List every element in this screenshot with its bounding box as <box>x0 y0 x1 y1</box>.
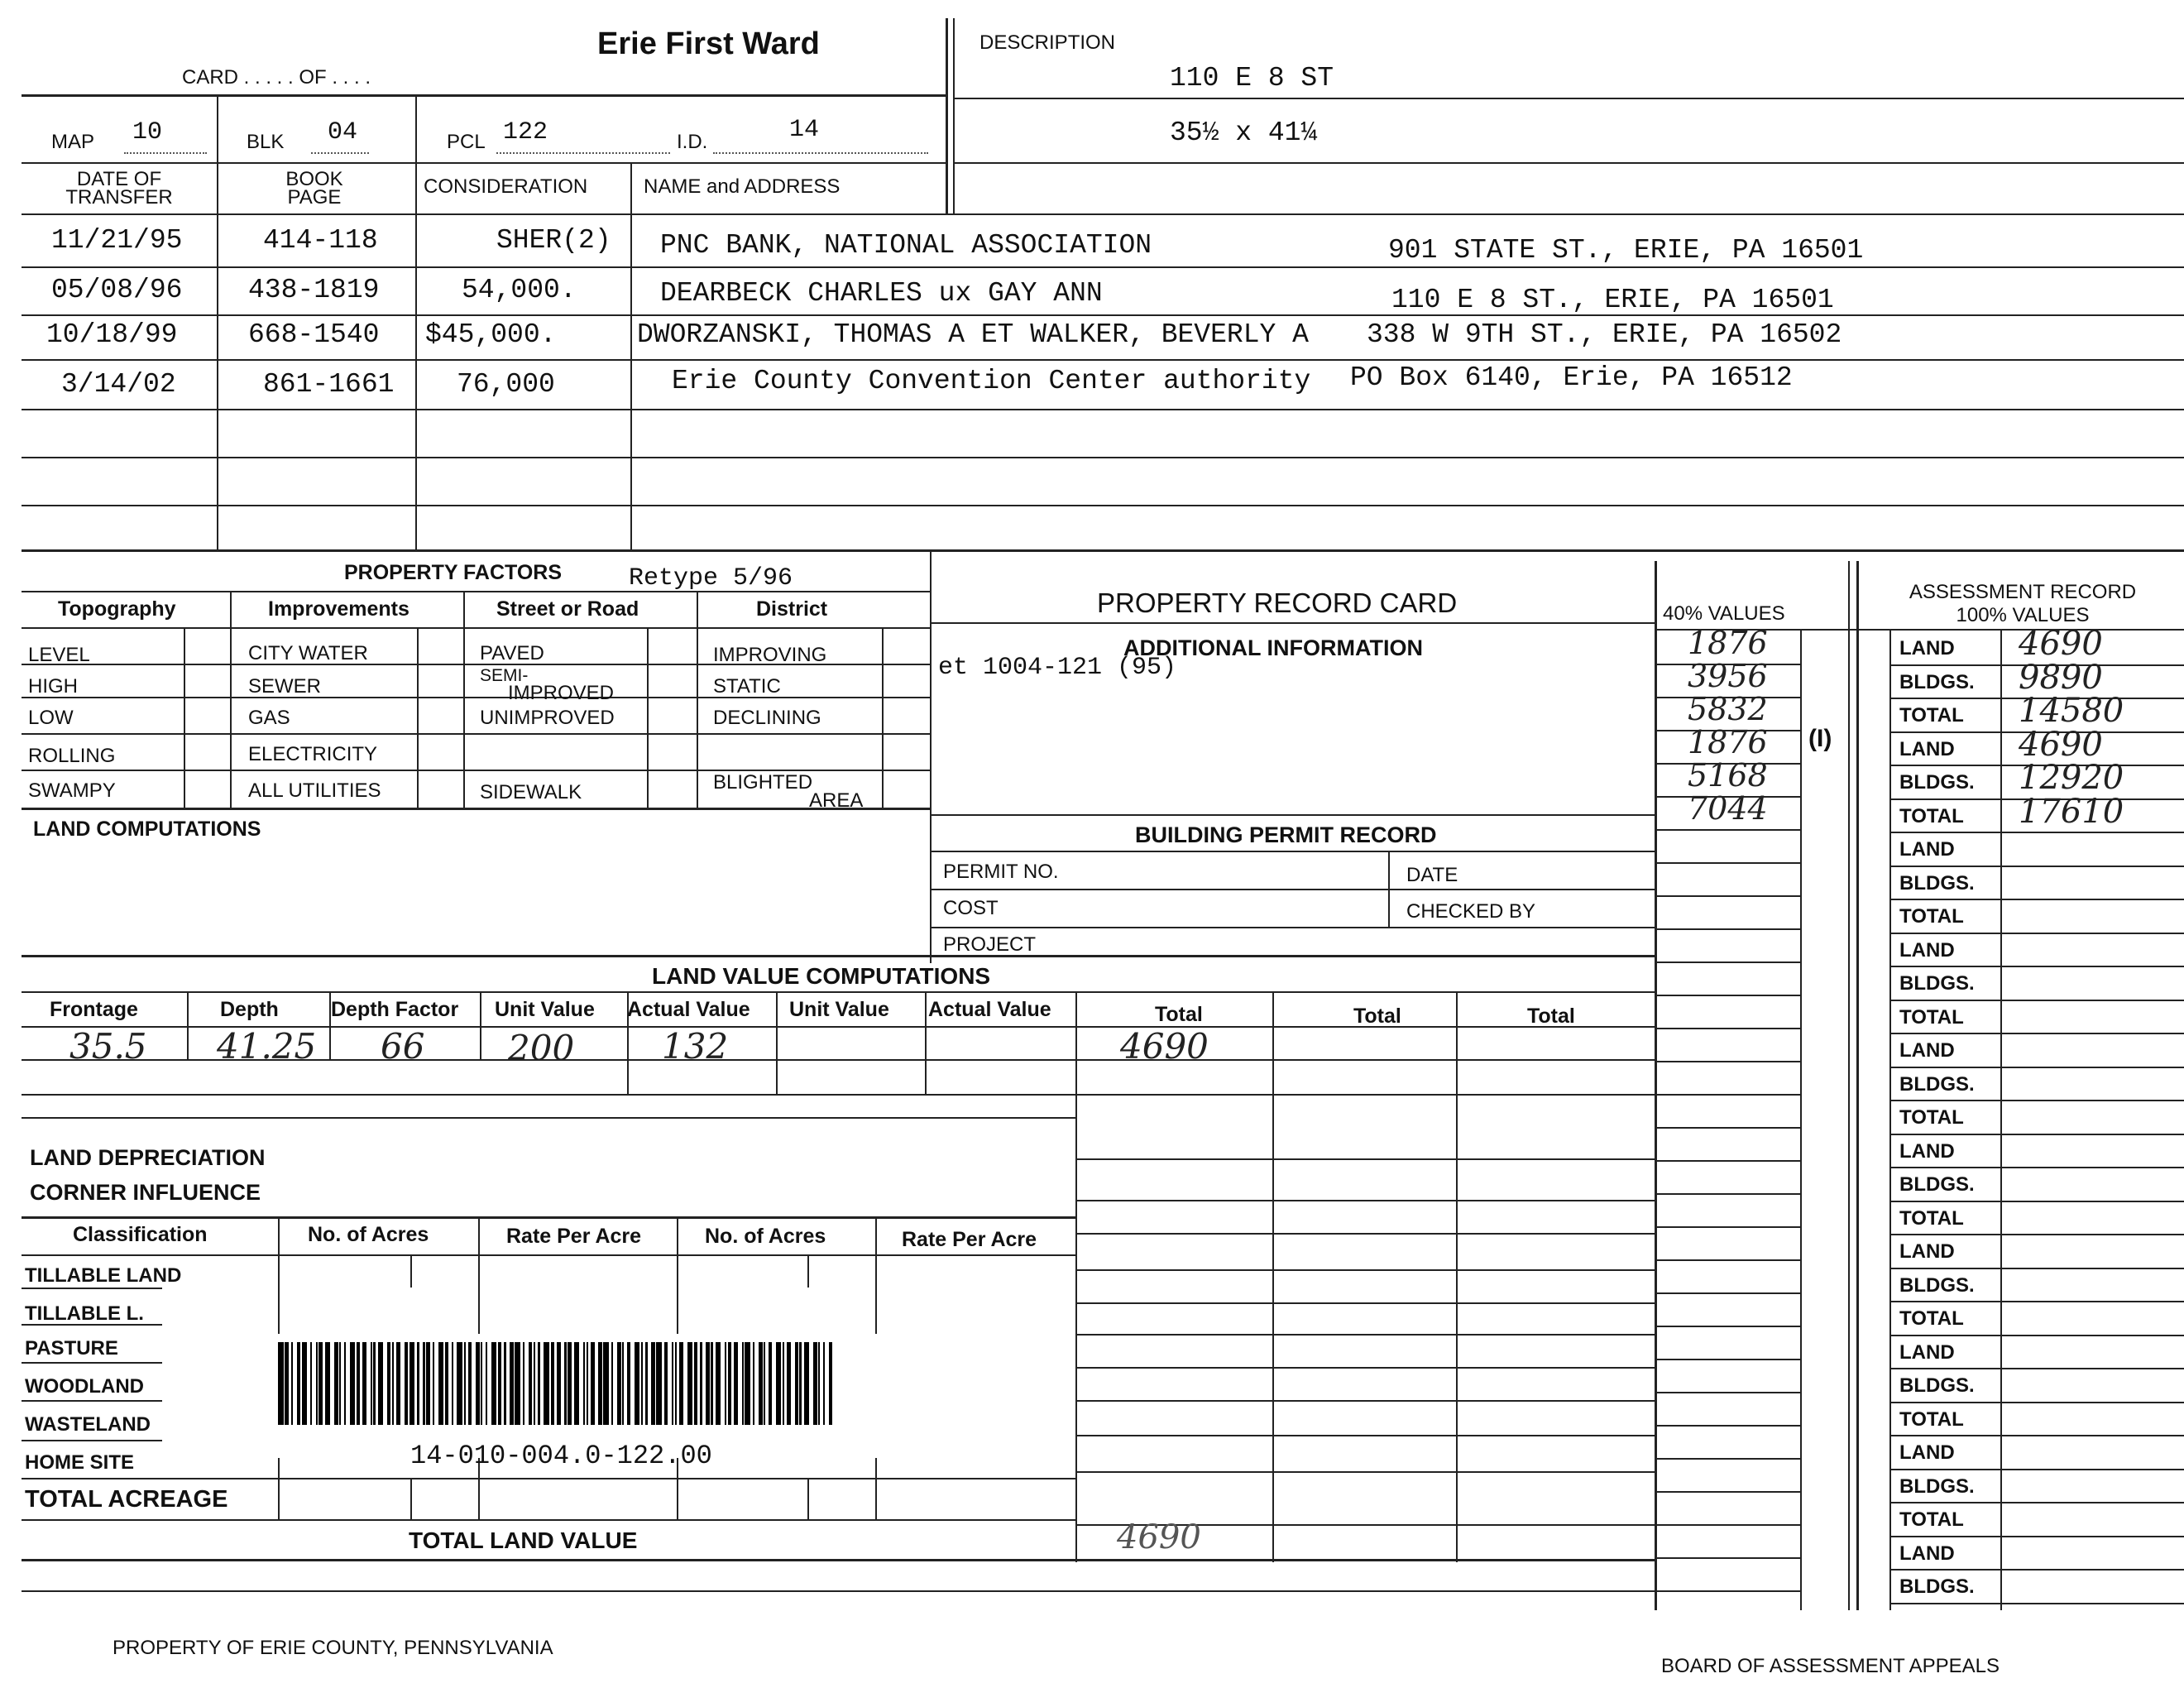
barcode-bar <box>392 1342 394 1425</box>
transfer-date: 05/08/96 <box>51 275 183 305</box>
factor-all-utilities: ALL UTILITIES <box>248 779 381 802</box>
retype-note: Retype 5/96 <box>629 564 793 592</box>
barcode-bar <box>764 1342 765 1425</box>
barcode <box>270 1334 956 1471</box>
additional-information-value: et 1004-121 (95) <box>938 654 1177 682</box>
transfer-book: 414-118 <box>263 225 378 256</box>
depth-header: Depth <box>220 998 279 1021</box>
forty-percent-values-header: 40% VALUES <box>1663 602 1785 625</box>
home-site-label: HOME SITE <box>25 1451 135 1474</box>
barcode-bar <box>344 1342 346 1425</box>
street-road-header: Street or Road <box>496 597 639 621</box>
assessment-row-label: BLDGS. <box>1899 1475 1975 1498</box>
transfer-address: 338 W 9TH ST., ERIE, PA 16502 <box>1367 319 1842 350</box>
barcode-bar <box>759 1342 762 1425</box>
actual-value-value: 132 <box>662 1026 729 1067</box>
property-address: 110 E 8 ST <box>1170 63 1334 94</box>
assessment-row-label: BLDGS. <box>1899 1173 1975 1196</box>
assessment-value: 17610 <box>2019 792 2124 831</box>
barcode-bar <box>583 1342 585 1425</box>
assessment-row-label: TOTAL <box>1899 804 1964 827</box>
barcode-bar <box>742 1342 744 1425</box>
barcode-bar <box>641 1342 643 1425</box>
permit-cost-label: COST <box>943 897 999 919</box>
assessment-value: 4690 <box>2019 725 2103 764</box>
total-value: 4690 <box>1120 1026 1209 1067</box>
total-header-2: Total <box>1353 1005 1401 1028</box>
assessment-value: 4690 <box>2019 625 2103 663</box>
assessment-row-label: TOTAL <box>1899 1005 1964 1029</box>
property-factors-title: PROPERTY FACTORS <box>344 561 563 584</box>
factor-semi: SEMI- <box>480 666 529 685</box>
factor-declining: DECLINING <box>713 707 821 729</box>
barcode-bar <box>438 1342 444 1425</box>
frontage-value: 35.5 <box>69 1026 147 1067</box>
total-header-1: Total <box>1155 1003 1203 1026</box>
assessment-value: 12920 <box>2019 759 2124 797</box>
barcode-bar <box>334 1342 338 1425</box>
ward-title: Erie First Ward <box>597 26 820 61</box>
assessment-record-header: ASSESSMENT RECORD <box>1909 581 2137 603</box>
transfer-name: PNC BANK, NATIONAL ASSOCIATION <box>660 230 1152 261</box>
barcode-bar <box>405 1342 408 1425</box>
barcode-bar <box>504 1342 505 1425</box>
barcode-bar <box>529 1342 532 1425</box>
assessment-value: 14580 <box>2019 692 2124 730</box>
barcode-bar <box>481 1342 482 1425</box>
barcode-bar <box>611 1342 613 1425</box>
unit-value-header-2: Unit Value <box>789 998 889 1021</box>
barcode-bar <box>423 1342 424 1425</box>
barcode-bar <box>410 1342 415 1425</box>
barcode-bar <box>656 1342 662 1425</box>
barcode-bar <box>544 1342 549 1425</box>
total-land-value-amount: 4690 <box>1117 1518 1201 1556</box>
barcode-bar <box>551 1342 554 1425</box>
barcode-bar <box>651 1342 654 1425</box>
total-land-value-label: TOTAL LAND VALUE <box>409 1527 638 1553</box>
barcode-bar <box>568 1342 571 1425</box>
barcode-bar <box>687 1342 693 1425</box>
transfer-book: 668-1540 <box>248 319 380 350</box>
checked-by-label: CHECKED BY <box>1406 900 1536 923</box>
frontage-header: Frontage <box>50 998 138 1021</box>
assessment-row-label: TOTAL <box>1899 1106 1964 1129</box>
factor-blighted: BLIGHTED <box>713 771 813 794</box>
tillable-land-label: TILLABLE LAND <box>25 1264 182 1287</box>
barcode-bar <box>426 1342 429 1425</box>
no-of-acres-header-2: No. of Acres <box>705 1225 826 1248</box>
map-label: MAP <box>51 131 95 153</box>
assessment-row-label: BLDGS. <box>1899 771 1975 794</box>
footer-right: BOARD OF ASSESSMENT APPEALS <box>1661 1655 2000 1677</box>
transfer-address: PO Box 6140, Erie, PA 16512 <box>1350 362 1793 393</box>
classification-header: Classification <box>73 1223 208 1246</box>
barcode-bar <box>672 1342 673 1425</box>
barcode-bar <box>587 1342 588 1425</box>
barcode-bar <box>445 1342 448 1425</box>
factor-level: LEVEL <box>28 644 90 666</box>
assessment-mark: (I) <box>1808 725 1832 752</box>
assessment-row-label: TOTAL <box>1899 1206 1964 1230</box>
barcode-bar <box>285 1342 288 1425</box>
book-page-header: BOOK PAGE <box>285 168 343 209</box>
transfer-consideration: 54,000. <box>462 275 577 305</box>
barcode-bar <box>734 1342 737 1425</box>
barcode-bar <box>617 1342 620 1425</box>
assessment-row-label: LAND <box>1899 938 1955 961</box>
assessment-row-label: LAND <box>1899 637 1955 659</box>
depth-factor-value: 66 <box>381 1026 425 1067</box>
barcode-bar <box>627 1342 630 1425</box>
transfer-date: 10/18/99 <box>46 319 178 350</box>
forty-percent-value: 7044 <box>1688 790 1768 827</box>
barcode-bar <box>694 1342 697 1425</box>
barcode-bar <box>598 1342 601 1425</box>
land-depreciation-label: LAND DEPRECIATION <box>30 1145 266 1170</box>
date-of-transfer-header: DATE OF TRANSFER <box>65 168 173 209</box>
factor-area: AREA <box>809 789 864 812</box>
assessment-row-label: LAND <box>1899 1240 1955 1263</box>
transfer-name: Erie County Convention Center authority <box>672 366 1311 396</box>
barcode-bar <box>476 1342 479 1425</box>
barcode-bar <box>753 1342 754 1425</box>
forty-percent-value: 5832 <box>1688 691 1768 727</box>
forty-percent-value: 1876 <box>1688 625 1768 661</box>
transfer-address: 110 E 8 ST., ERIE, PA 16501 <box>1391 285 1834 315</box>
barcode-bar <box>769 1342 772 1425</box>
barcode-bar <box>515 1342 520 1425</box>
actual-value-header: Actual Value <box>627 998 750 1021</box>
barcode-bar <box>523 1342 524 1425</box>
assessment-row-label: TOTAL <box>1899 1407 1964 1431</box>
barcode-bar <box>457 1342 462 1425</box>
barcode-bar <box>452 1342 453 1425</box>
barcode-bar <box>310 1342 312 1425</box>
barcode-bar <box>725 1342 726 1425</box>
factor-electricity: ELECTRICITY <box>248 743 378 765</box>
id-number: 14 <box>789 116 820 144</box>
factor-swampy: SWAMPY <box>28 779 116 802</box>
barcode-bar <box>325 1342 331 1425</box>
total-header-3: Total <box>1527 1005 1575 1028</box>
barcode-bar <box>468 1342 472 1425</box>
pcl-number: 122 <box>503 118 548 146</box>
factor-static: STATIC <box>713 675 781 698</box>
permit-no-label: PERMIT NO. <box>943 861 1059 883</box>
barcode-bar <box>557 1342 560 1425</box>
transfer-consideration: 76,000 <box>457 369 555 400</box>
assessment-row-label: BLDGS. <box>1899 1374 1975 1397</box>
assessment-row-label: BLDGS. <box>1899 1273 1975 1297</box>
factor-sidewalk: SIDEWALK <box>480 781 582 803</box>
barcode-bar <box>787 1342 790 1425</box>
barcode-bar <box>799 1342 801 1425</box>
project-label: PROJECT <box>943 933 1037 956</box>
corner-influence-label: CORNER INFLUENCE <box>30 1180 261 1205</box>
barcode-bars <box>278 1342 932 1425</box>
barcode-bar <box>362 1342 366 1425</box>
factor-paved: PAVED <box>480 642 544 664</box>
improvements-header: Improvements <box>268 597 410 621</box>
assessment-row-label: TOTAL <box>1899 1508 1964 1531</box>
barcode-bar <box>728 1342 731 1425</box>
name-address-header: NAME and ADDRESS <box>644 175 841 198</box>
assessment-row-label: LAND <box>1899 1542 1955 1565</box>
factor-improved: IMPROVED <box>508 682 615 704</box>
transfer-date: 3/14/02 <box>61 369 176 400</box>
barcode-bar <box>591 1342 594 1425</box>
barcode-bar <box>486 1342 487 1425</box>
barcode-bar <box>534 1342 535 1425</box>
land-value-computations-title: LAND VALUE COMPUTATIONS <box>652 963 991 989</box>
barcode-bar <box>675 1342 677 1425</box>
additional-information-label: ADDITIONAL INFORMATION <box>1123 635 1423 660</box>
factor-sewer: SEWER <box>248 675 322 698</box>
woodland-label: WOODLAND <box>25 1375 144 1398</box>
barcode-bar <box>510 1342 513 1425</box>
barcode-number: 14-010-004.0-122.00 <box>410 1441 712 1471</box>
tillable-land-label-2: TILLABLE L. <box>25 1302 144 1325</box>
barcode-bar <box>278 1342 284 1425</box>
barcode-bar <box>745 1342 750 1425</box>
barcode-bar <box>433 1342 434 1425</box>
transfer-address: 901 STATE ST., ERIE, PA 16501 <box>1388 235 1864 266</box>
barcode-bar <box>339 1342 341 1425</box>
forty-percent-value: 5168 <box>1688 757 1768 794</box>
barcode-bar <box>804 1342 810 1425</box>
barcode-bar <box>297 1342 300 1425</box>
factor-gas: GAS <box>248 707 290 729</box>
rate-per-acre-header-2: Rate Per Acre <box>902 1228 1037 1251</box>
forty-percent-value: 1876 <box>1688 724 1768 760</box>
building-permit-title: BUILDING PERMIT RECORD <box>1135 822 1437 847</box>
assessment-row-label: LAND <box>1899 1441 1955 1464</box>
pcl-label: PCL <box>447 131 486 153</box>
barcode-bar <box>700 1342 702 1425</box>
barcode-bar <box>371 1342 372 1425</box>
footer-left: PROPERTY OF ERIE COUNTY, PENNSYLVANIA <box>113 1637 553 1659</box>
barcode-bar <box>357 1342 360 1425</box>
barcode-bar <box>813 1342 817 1425</box>
property-record-card-title: PROPERTY RECORD CARD <box>1097 587 1458 618</box>
depth-value: 41.25 <box>217 1026 317 1067</box>
assessment-value: 9890 <box>2019 658 2103 697</box>
barcode-bar <box>603 1342 609 1425</box>
consideration-header: CONSIDERATION <box>424 175 588 198</box>
card-of-label: CARD . . . . . OF . . . . <box>182 66 371 89</box>
assessment-row-label: TOTAL <box>1899 1307 1964 1330</box>
factor-improving: IMPROVING <box>713 644 827 666</box>
barcode-bar <box>622 1342 624 1425</box>
blk-label: BLK <box>247 131 285 153</box>
barcode-bar <box>350 1342 356 1425</box>
hundred-percent-values-header: 100% VALUES <box>1956 604 2090 626</box>
barcode-bar <box>706 1342 709 1425</box>
barcode-bar <box>302 1342 308 1425</box>
barcode-bar <box>396 1342 400 1425</box>
rate-per-acre-header: Rate Per Acre <box>506 1225 642 1248</box>
transfer-consideration: $45,000. <box>425 319 557 350</box>
assessment-row-label: BLDGS. <box>1899 972 1975 995</box>
land-computations-label: LAND COMPUTATIONS <box>33 818 261 841</box>
transfer-consideration: SHER(2) <box>496 225 611 256</box>
barcode-bar <box>574 1342 580 1425</box>
topography-header: Topography <box>58 597 176 621</box>
barcode-bar <box>783 1342 784 1425</box>
factor-low: LOW <box>28 707 74 729</box>
barcode-bar <box>795 1342 798 1425</box>
barcode-bar <box>818 1342 820 1425</box>
assessment-row-label: BLDGS. <box>1899 1575 1975 1598</box>
barcode-bar <box>316 1342 318 1425</box>
blk-number: 04 <box>328 118 358 146</box>
factor-city-water: CITY WATER <box>248 642 368 664</box>
unit-value-value: 200 <box>508 1028 575 1068</box>
barcode-bar <box>417 1342 419 1425</box>
barcode-bar <box>491 1342 497 1425</box>
transfer-date: 11/21/95 <box>51 225 183 256</box>
description-label: DESCRIPTION <box>979 31 1116 54</box>
barcode-bar <box>716 1342 721 1425</box>
transfer-book: 861-1661 <box>263 369 395 400</box>
factor-high: HIGH <box>28 675 78 698</box>
district-header: District <box>756 597 828 621</box>
map-number: 10 <box>132 118 163 146</box>
depth-factor-header: Depth Factor <box>331 998 459 1021</box>
assessment-row-label: LAND <box>1899 1039 1955 1062</box>
barcode-bar <box>538 1342 539 1425</box>
total-acreage-label: TOTAL ACREAGE <box>25 1486 228 1513</box>
factor-rolling: ROLLING <box>28 745 116 767</box>
wasteland-label: WASTELAND <box>25 1413 151 1436</box>
assessment-row-label: LAND <box>1899 737 1955 760</box>
assessment-row-label: LAND <box>1899 1340 1955 1364</box>
barcode-bar <box>378 1342 384 1425</box>
barcode-bar <box>564 1342 566 1425</box>
forty-percent-value: 3956 <box>1688 658 1768 694</box>
barcode-bar <box>635 1342 640 1425</box>
barcode-bar <box>823 1342 825 1425</box>
assessment-row-label: LAND <box>1899 838 1955 861</box>
no-of-acres-header: No. of Acres <box>308 1223 429 1246</box>
lot-dimensions: 35½ x 41¼ <box>1170 117 1318 148</box>
id-label: I.D. <box>677 131 708 153</box>
transfer-name: DEARBECK CHARLES ux GAY ANN <box>660 278 1103 309</box>
barcode-bar <box>291 1342 293 1425</box>
transfer-book: 438-1819 <box>248 275 380 305</box>
assessment-row-label: LAND <box>1899 1139 1955 1163</box>
barcode-bar <box>464 1342 466 1425</box>
factor-unimproved: UNIMPROVED <box>480 707 615 729</box>
transfer-name: DWORZANSKI, THOMAS A ET WALKER, BEVERLY A <box>637 319 1309 350</box>
assessment-row-label: BLDGS. <box>1899 670 1975 693</box>
assessment-row-label: TOTAL <box>1899 704 1964 727</box>
barcode-bar <box>776 1342 782 1425</box>
pasture-label: PASTURE <box>25 1337 118 1360</box>
barcode-bar <box>498 1342 501 1425</box>
assessment-row-label: TOTAL <box>1899 905 1964 928</box>
barcode-bar <box>829 1342 832 1425</box>
barcode-bar <box>664 1342 668 1425</box>
barcode-bar <box>373 1342 375 1425</box>
barcode-bar <box>711 1342 712 1425</box>
barcode-bar <box>645 1342 647 1425</box>
actual-value-header-2: Actual Value <box>928 998 1051 1021</box>
permit-date-label: DATE <box>1406 864 1458 886</box>
assessment-row-label: BLDGS. <box>1899 1072 1975 1096</box>
barcode-bar <box>679 1342 682 1425</box>
barcode-bar <box>318 1342 322 1425</box>
unit-value-header: Unit Value <box>495 998 595 1021</box>
assessment-row-label: BLDGS. <box>1899 871 1975 894</box>
barcode-bar <box>387 1342 390 1425</box>
